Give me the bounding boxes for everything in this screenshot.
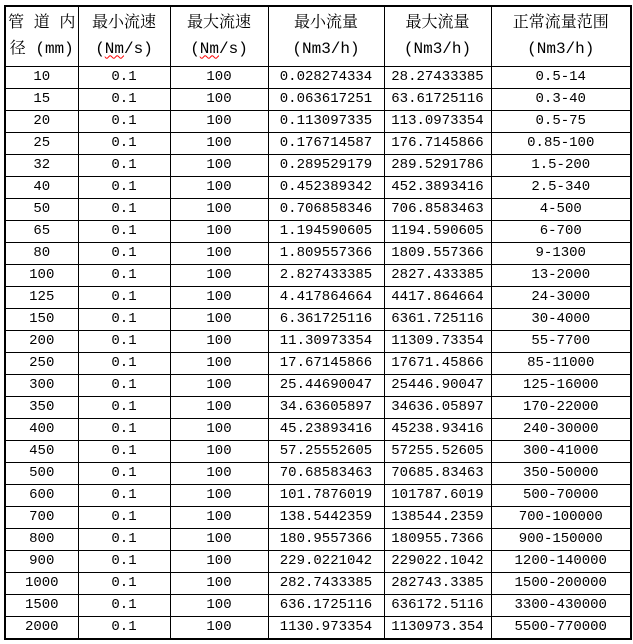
table-cell: 1000 bbox=[5, 573, 78, 595]
table-cell: 70685.83463 bbox=[384, 463, 491, 485]
table-row bbox=[5, 441, 631, 463]
header-line-1: 正常流量范围 bbox=[512, 13, 609, 32]
table-cell: 0.289529179 bbox=[268, 155, 384, 177]
table-cell: 100 bbox=[170, 67, 268, 89]
col-header-min-velocity bbox=[78, 6, 170, 67]
table-cell: 1500 bbox=[5, 595, 78, 617]
table-cell: 2.827433385 bbox=[268, 265, 384, 287]
table-cell: 125 bbox=[5, 287, 78, 309]
table-cell: 2827.433385 bbox=[384, 265, 491, 287]
table-row bbox=[5, 265, 631, 287]
table-cell: 1.194590605 bbox=[268, 221, 384, 243]
col-header-pipe-inner-diameter bbox=[5, 6, 78, 67]
table-cell: 100 bbox=[170, 331, 268, 353]
table-cell: 0.028274334 bbox=[268, 67, 384, 89]
header-line-2: (Nm3/h) bbox=[292, 39, 360, 58]
table-cell: 24-3000 bbox=[491, 287, 631, 309]
col-header-max-flow bbox=[384, 6, 491, 67]
table-cell: 0.1 bbox=[78, 463, 170, 485]
table-cell: 0.5-75 bbox=[491, 111, 631, 133]
table-cell: 100 bbox=[170, 199, 268, 221]
table-cell: 0.1 bbox=[78, 243, 170, 265]
table-cell: 0.1 bbox=[78, 507, 170, 529]
table-cell: 700-100000 bbox=[491, 507, 631, 529]
table-cell: 100 bbox=[170, 287, 268, 309]
table-cell: 11.30973354 bbox=[268, 331, 384, 353]
table-cell: 0.1 bbox=[78, 67, 170, 89]
spellcheck-underlined-text: Nm bbox=[104, 39, 124, 58]
table-cell: 17.67145866 bbox=[268, 353, 384, 375]
table-cell: 100 bbox=[170, 463, 268, 485]
table-row bbox=[5, 397, 631, 419]
table-cell: 13-2000 bbox=[491, 265, 631, 287]
table-cell: 200 bbox=[5, 331, 78, 353]
table-cell: 15 bbox=[5, 89, 78, 111]
table-cell: 0.1 bbox=[78, 199, 170, 221]
table-cell: 0.063617251 bbox=[268, 89, 384, 111]
table-cell: 3300-430000 bbox=[491, 595, 631, 617]
table-cell: 125-16000 bbox=[491, 375, 631, 397]
header-row bbox=[5, 6, 631, 67]
table-header bbox=[5, 6, 631, 67]
header-line-2: 径 (mm) bbox=[9, 39, 74, 58]
table-cell: 0.85-100 bbox=[491, 133, 631, 155]
header-line-1: 最大流速 bbox=[186, 13, 251, 32]
table-cell: 1.5-200 bbox=[491, 155, 631, 177]
table-row bbox=[5, 111, 631, 133]
table-cell: 6.361725116 bbox=[268, 309, 384, 331]
table-cell: 100 bbox=[170, 133, 268, 155]
table-cell: 282743.3385 bbox=[384, 573, 491, 595]
table-row bbox=[5, 199, 631, 221]
table-cell: 176.7145866 bbox=[384, 133, 491, 155]
table-cell: 101787.6019 bbox=[384, 485, 491, 507]
table-cell: 100 bbox=[170, 617, 268, 640]
table-cell: 170-22000 bbox=[491, 397, 631, 419]
table-cell: 138.5442359 bbox=[268, 507, 384, 529]
col-header-min-flow bbox=[268, 6, 384, 67]
table-cell: 706.8583463 bbox=[384, 199, 491, 221]
table-cell: 900 bbox=[5, 551, 78, 573]
table-row bbox=[5, 595, 631, 617]
table-cell: 100 bbox=[170, 221, 268, 243]
table-cell: 138544.2359 bbox=[384, 507, 491, 529]
table-row bbox=[5, 419, 631, 441]
table-cell: 100 bbox=[170, 507, 268, 529]
table-cell: 229.0221042 bbox=[268, 551, 384, 573]
table-cell: 100 bbox=[170, 551, 268, 573]
table-cell: 289.5291786 bbox=[384, 155, 491, 177]
table-cell: 0.1 bbox=[78, 265, 170, 287]
table-cell: 55-7700 bbox=[491, 331, 631, 353]
header-line-1: 最大流量 bbox=[405, 13, 470, 32]
table-row bbox=[5, 507, 631, 529]
table-cell: 25 bbox=[5, 133, 78, 155]
table-cell: 0.1 bbox=[78, 595, 170, 617]
table-cell: 100 bbox=[170, 485, 268, 507]
table-cell: 100 bbox=[170, 573, 268, 595]
header-line-2: (Nm3/h) bbox=[527, 39, 595, 58]
table-cell: 1200-140000 bbox=[491, 551, 631, 573]
unit-paren-open: ( bbox=[95, 39, 105, 58]
table-cell: 100 bbox=[170, 89, 268, 111]
table-cell: 100 bbox=[170, 243, 268, 265]
table-cell: 100 bbox=[5, 265, 78, 287]
table-cell: 100 bbox=[170, 397, 268, 419]
table-cell: 0.452389342 bbox=[268, 177, 384, 199]
table-cell: 350-50000 bbox=[491, 463, 631, 485]
table-cell: 4.417864664 bbox=[268, 287, 384, 309]
col-header-max-velocity bbox=[170, 6, 268, 67]
table-cell: 0.1 bbox=[78, 529, 170, 551]
table-cell: 80 bbox=[5, 243, 78, 265]
table-cell: 0.1 bbox=[78, 375, 170, 397]
table-cell: 0.1 bbox=[78, 309, 170, 331]
table-cell: 1130.973354 bbox=[268, 617, 384, 640]
table-cell: 0.1 bbox=[78, 353, 170, 375]
table-cell: 100 bbox=[170, 353, 268, 375]
table-cell: 1500-200000 bbox=[491, 573, 631, 595]
table-cell: 1809.557366 bbox=[384, 243, 491, 265]
table-row bbox=[5, 67, 631, 89]
table-row bbox=[5, 353, 631, 375]
table-cell: 250 bbox=[5, 353, 78, 375]
table-row bbox=[5, 573, 631, 595]
table-cell: 0.3-40 bbox=[491, 89, 631, 111]
table-row bbox=[5, 221, 631, 243]
table-cell: 0.1 bbox=[78, 221, 170, 243]
table-cell: 100 bbox=[170, 177, 268, 199]
col-header-normal-flow-range bbox=[491, 6, 631, 67]
table-cell: 452.3893416 bbox=[384, 177, 491, 199]
table-cell: 0.1 bbox=[78, 133, 170, 155]
table-cell: 113.0973354 bbox=[384, 111, 491, 133]
table-cell: 4417.864664 bbox=[384, 287, 491, 309]
table-cell: 0.1 bbox=[78, 617, 170, 640]
table-cell: 11309.73354 bbox=[384, 331, 491, 353]
table-row bbox=[5, 463, 631, 485]
table-cell: 0.1 bbox=[78, 441, 170, 463]
table-cell: 100 bbox=[170, 111, 268, 133]
table-cell: 0.1 bbox=[78, 551, 170, 573]
table-cell: 40 bbox=[5, 177, 78, 199]
table-cell: 32 bbox=[5, 155, 78, 177]
table-cell: 34636.05897 bbox=[384, 397, 491, 419]
table-cell: 57.25552605 bbox=[268, 441, 384, 463]
table-cell: 1194.590605 bbox=[384, 221, 491, 243]
table-cell: 2.5-340 bbox=[491, 177, 631, 199]
header-line-1: 最小流量 bbox=[293, 13, 358, 32]
table-cell: 4-500 bbox=[491, 199, 631, 221]
table-cell: 34.63605897 bbox=[268, 397, 384, 419]
table-cell: 0.1 bbox=[78, 485, 170, 507]
table-body bbox=[5, 67, 631, 640]
header-line-2 bbox=[79, 37, 170, 63]
table-cell: 100 bbox=[170, 595, 268, 617]
table-cell: 0.1 bbox=[78, 331, 170, 353]
table-cell: 600 bbox=[5, 485, 78, 507]
table-cell: 0.113097335 bbox=[268, 111, 384, 133]
table-cell: 180955.7366 bbox=[384, 529, 491, 551]
table-cell: 6-700 bbox=[491, 221, 631, 243]
table-cell: 282.7433385 bbox=[268, 573, 384, 595]
table-cell: 85-11000 bbox=[491, 353, 631, 375]
table-cell: 0.5-14 bbox=[491, 67, 631, 89]
table-cell: 1130973.354 bbox=[384, 617, 491, 640]
table-cell: 636.1725116 bbox=[268, 595, 384, 617]
table-row bbox=[5, 309, 631, 331]
table-row bbox=[5, 177, 631, 199]
table-cell: 180.9557366 bbox=[268, 529, 384, 551]
spellcheck-underlined-text: Nm bbox=[199, 39, 219, 58]
table-cell: 229022.1042 bbox=[384, 551, 491, 573]
table-cell: 100 bbox=[170, 155, 268, 177]
header-line-1: 最小流速 bbox=[91, 13, 156, 32]
table-cell: 636172.5116 bbox=[384, 595, 491, 617]
table-row bbox=[5, 155, 631, 177]
table-cell: 0.1 bbox=[78, 573, 170, 595]
table-cell: 101.7876019 bbox=[268, 485, 384, 507]
header-line-1: 管 道 内 bbox=[8, 13, 76, 32]
table-row bbox=[5, 485, 631, 507]
table-cell: 0.1 bbox=[78, 287, 170, 309]
table-cell: 20 bbox=[5, 111, 78, 133]
table-cell: 65 bbox=[5, 221, 78, 243]
table-cell: 100 bbox=[170, 441, 268, 463]
table-cell: 0.1 bbox=[78, 155, 170, 177]
header-line-2: (Nm3/h) bbox=[403, 39, 472, 58]
table-cell: 45238.93416 bbox=[384, 419, 491, 441]
table-cell: 0.1 bbox=[78, 89, 170, 111]
table-cell: 150 bbox=[5, 309, 78, 331]
table-cell: 300-41000 bbox=[491, 441, 631, 463]
table-cell: 1.809557366 bbox=[268, 243, 384, 265]
table-cell: 450 bbox=[5, 441, 78, 463]
table-cell: 900-150000 bbox=[491, 529, 631, 551]
table-row bbox=[5, 529, 631, 551]
table-cell: 28.27433385 bbox=[384, 67, 491, 89]
table-cell: 100 bbox=[170, 265, 268, 287]
unit-paren-open: ( bbox=[190, 39, 200, 58]
table-cell: 100 bbox=[170, 419, 268, 441]
table-cell: 9-1300 bbox=[491, 243, 631, 265]
table-cell: 30-4000 bbox=[491, 309, 631, 331]
table-cell: 45.23893416 bbox=[268, 419, 384, 441]
table-cell: 25446.90047 bbox=[384, 375, 491, 397]
header-line-2 bbox=[171, 37, 268, 63]
table-cell: 50 bbox=[5, 199, 78, 221]
table-cell: 0.706858346 bbox=[268, 199, 384, 221]
table-cell: 6361.725116 bbox=[384, 309, 491, 331]
table-cell: 100 bbox=[170, 309, 268, 331]
table-cell: 700 bbox=[5, 507, 78, 529]
unit-paren-close: /s) bbox=[219, 39, 248, 58]
table-cell: 500 bbox=[5, 463, 78, 485]
table-cell: 0.1 bbox=[78, 419, 170, 441]
table-cell: 100 bbox=[170, 529, 268, 551]
table-cell: 0.1 bbox=[78, 397, 170, 419]
table-cell: 800 bbox=[5, 529, 78, 551]
table-row bbox=[5, 133, 631, 155]
table-cell: 400 bbox=[5, 419, 78, 441]
table-row bbox=[5, 617, 631, 640]
table-row bbox=[5, 551, 631, 573]
table-cell: 25.44690047 bbox=[268, 375, 384, 397]
table-cell: 500-70000 bbox=[491, 485, 631, 507]
table-row bbox=[5, 331, 631, 353]
table-cell: 5500-770000 bbox=[491, 617, 631, 640]
table-cell: 300 bbox=[5, 375, 78, 397]
table-cell: 0.1 bbox=[78, 177, 170, 199]
unit-paren-close: /s) bbox=[124, 39, 153, 58]
table-cell: 350 bbox=[5, 397, 78, 419]
table-cell: 0.176714587 bbox=[268, 133, 384, 155]
table-cell: 17671.45866 bbox=[384, 353, 491, 375]
table-row bbox=[5, 243, 631, 265]
table-cell: 10 bbox=[5, 67, 78, 89]
pipe-flow-table bbox=[4, 5, 632, 640]
table-row bbox=[5, 89, 631, 111]
table-cell: 100 bbox=[170, 375, 268, 397]
table-row bbox=[5, 375, 631, 397]
table-cell: 63.61725116 bbox=[384, 89, 491, 111]
table-cell: 57255.52605 bbox=[384, 441, 491, 463]
table-cell: 2000 bbox=[5, 617, 78, 640]
table-cell: 0.1 bbox=[78, 111, 170, 133]
table-cell: 240-30000 bbox=[491, 419, 631, 441]
table-cell: 70.68583463 bbox=[268, 463, 384, 485]
table-row bbox=[5, 287, 631, 309]
